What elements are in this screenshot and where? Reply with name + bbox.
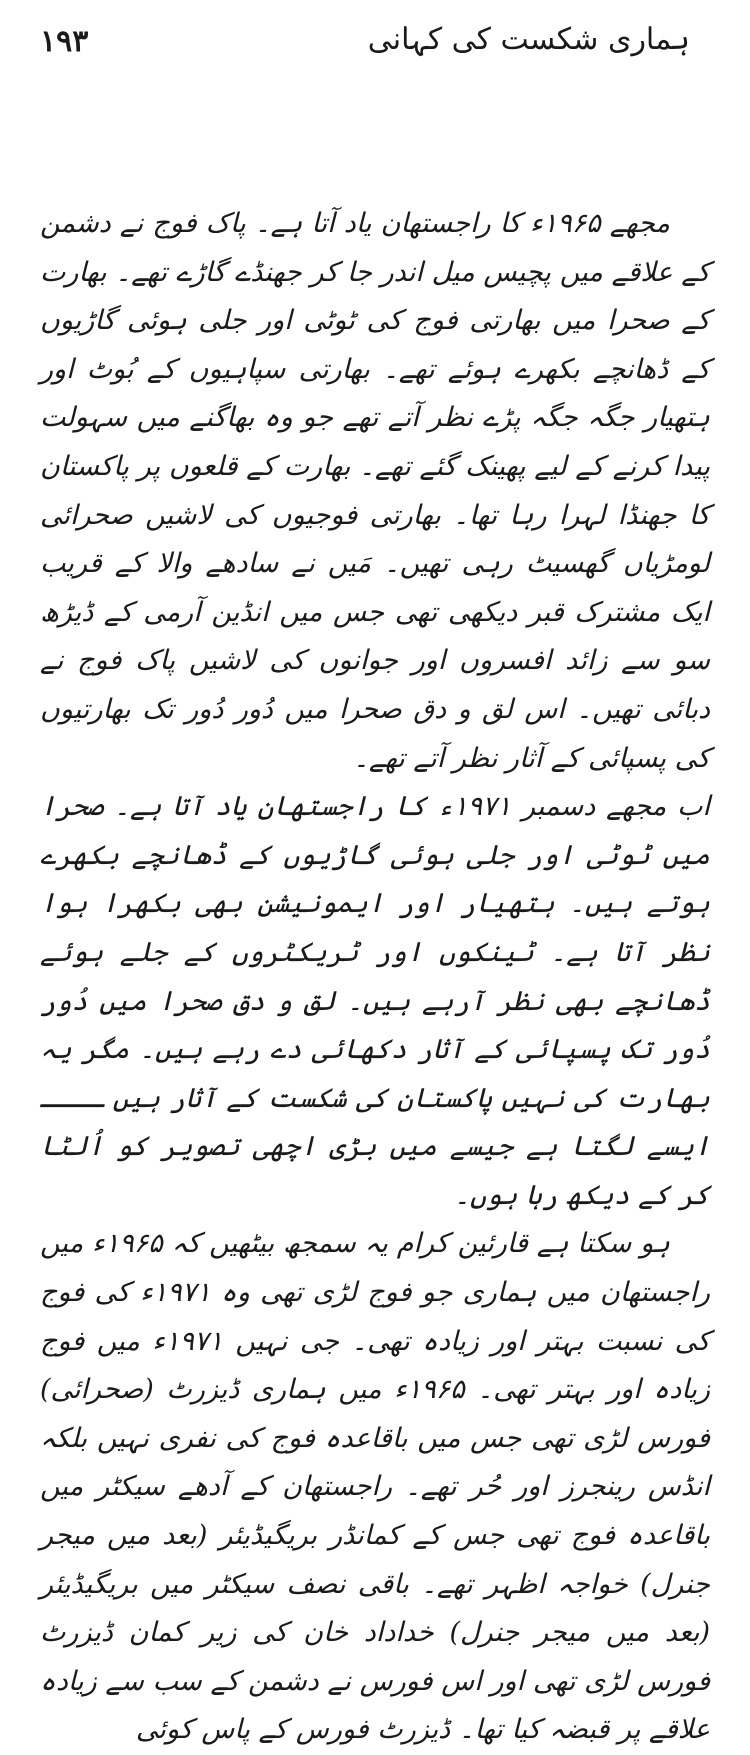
body-text [40, 200, 710, 1755]
page-number: ۱۹۳ [40, 24, 89, 59]
paragraph-desert-force: ہو سکتا ہے قارئین کرام یہ سمجھ بیٹھیں کہ ۱۹۶۵ء میں راجستھان میں ہماری جو فوج لڑی تھی وہ ۱۹۷۱ء کی فوج کی نسبت بہتر اور زیادہ تھی۔ جی نہیں ۱۹۷۱ء میں فوج زیادہ اور بہتر تھی۔ ۱۹۶۵ء میں ہماری ڈیزرٹ (صحرائی) فورس لڑی تھی جس میں باقاعدہ فوج کی نفری نہیں بلکہ انڈس رینجرز اور حُر تھے۔ راجستھان کے آدھے سیکٹر میں باقاعدہ فوج تھی جس کے کمانڈر بریگیڈیئر (بعد میں میجر جنرل) خواجہ اظہر تھے۔ باقی نصف سیکٹر میں بریگیڈیئر (بعد میں میجر جنرل) خداداد خان کی زیر کمان ڈیزرٹ فورس لڑی تھی اور اس فورس نے دشمن کے سب سے زیادہ علاقے پر قبضہ کیا تھا۔ ڈیزرٹ فورس کے پاس کوئی [40, 1228, 710, 1746]
paragraph-1965-rajasthan: مجھے ۱۹۶۵ء کا راجستھان یاد آتا ہے۔ پاک فوج نے دشمن کے علاقے میں پچیس میل اندر جا کر جھنڈے گاڑے تھے۔ بھارت کے صحرا میں بھارتی فوج کی ٹوٹی اور جلی ہوئی گاڑیوں کے ڈھانچے بکھرے ہوئے تھے۔ بھارتی سپاہیوں کے بُوٹ اور ہتھیار جگہ جگہ پڑے نظر آتے تھے جو وہ بھاگنے میں سہولت پیدا کرنے کے لیے پھینک گئے تھے۔ بھارت کے قلعوں پر پاکستان کا جھنڈا لہرا رہا تھا۔ بھارتی فوجیوں کی لاشیں صحرائی لومڑیاں گھسیٹ رہی تھیں۔ مَیں نے سادھے والا کے قریب ایک مشترک قبر دیکھی تھی جس میں انڈین آرمی کے ڈیڑھ سو سے زائد افسروں اور جوانوں کی لاشیں پاک فوج نے دبائی تھیں۔ اس لق و دق صحرا میں دُور دُور تک بھارتیوں کی پسپائی کے آثار نظر آتے تھے۔ [40, 208, 710, 774]
page-header [40, 18, 690, 68]
running-title: ہماری شکست کی کہانی [367, 22, 690, 57]
paragraph-1971-rajasthan: اب مجھے دسمبر ۱۹۷۱ء کا راجستھان یاد آتا ہے۔ صحرا میں ٹوٹی اور جلی ہوئی گاڑیوں کے ڈھانچے بکھرے ہوتے ہیں۔ ہتھیار اور ایمونیشن بھی بکھرا ہوا نظر آتا ہے۔ ٹینکوں اور ٹریکٹروں کے جلے ہوئے ڈھانچے بھی نظر آرہے ہیں۔ لق و دق صحرا میں دُور دُور تک پسپائی کے آثار دکھائی دے رہے ہیں۔ مگر یہ بھارت کی نہیں پاکستان کی شکست کے آثار ہیں ــــ ایسے لگتا ہے جیسے میں بڑی اچھی تصویر کو اُلٹا کر کے دیکھ رہا ہوں۔ [40, 791, 711, 1211]
